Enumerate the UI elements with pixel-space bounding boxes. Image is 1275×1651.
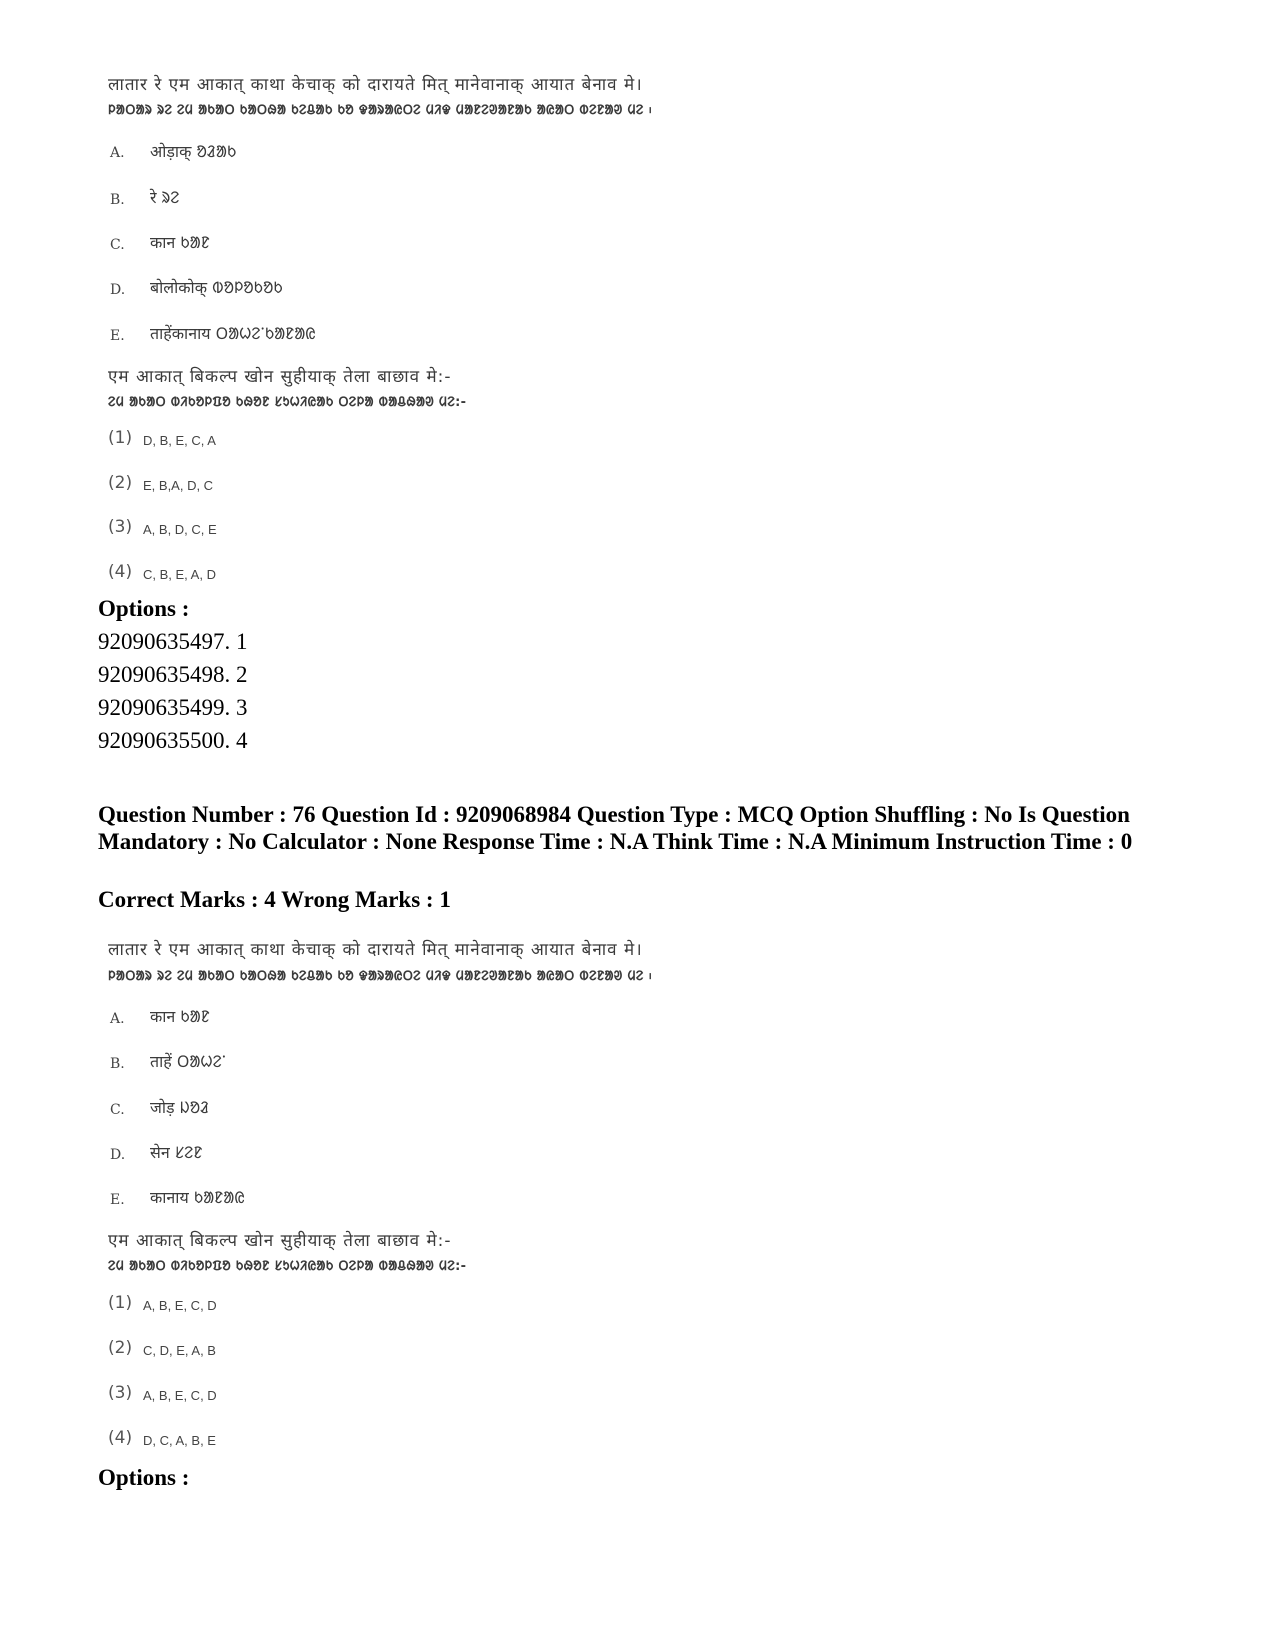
choice-number: (1) [108,428,133,448]
choice-number: (4) [108,1428,133,1448]
choice-number: (4) [108,562,133,582]
item-letter: B. [110,1056,125,1072]
choice-text: E, B,A, D, C [143,478,214,493]
item-letter: C. [110,237,125,253]
marks-line: Correct Marks : 4 Wrong Marks : 1 [98,887,451,912]
item-letter: A. [110,1011,125,1027]
choice-number: (2) [108,1338,133,1358]
choice-text: D, B, E, C, A [143,433,216,448]
item-letter: C. [110,1102,125,1118]
item-text: सेन ᱥᱮᱱ [150,1143,203,1162]
item-letter: D. [110,1147,126,1163]
choice-number: (2) [108,473,133,493]
choice-number: (3) [108,1383,133,1403]
question-stem-hindi: लातार रे एम आकात् काथा केचाक् को दारायते मित् मानेवानाक् आयात बेनाव मे। [108,75,643,95]
choice-text: C, B, E, A, D [143,567,216,582]
item-text: ताहें ᱛᱟᱦᱮᱸ [150,1052,227,1071]
item-text: कानाय ᱠᱟᱱᱟᱭ [150,1188,245,1207]
question-meta: Question Number : 76 Question Id : 9209068984 Question Type : MCQ Option Shuffling : No Is Question Mandatory : No Calculator : None Response Time : N.A Think Time : N.A Minimum Instruction Time : 0 [98,802,1133,854]
instruction-hindi: एम आकात् बिकल्प खोन सुहीयाक् तेला बाछाव मे:- [108,1231,452,1251]
choice-text: C, D, E, A, B [143,1343,216,1358]
choice-text: A, B, E, C, D [143,1298,217,1313]
item-text: बोलोकोक् ᱵᱚᱞᱚᱠᱚᱠ [150,278,283,297]
item-letter: E. [110,328,125,344]
instruction-hindi: एम आकात् बिकल्प खोन सुहीयाक् तेला बाछाव मे:- [108,367,452,387]
item-text: कान ᱠᱟᱱ [150,1007,210,1026]
instruction-olchiki: ᱮᱢ ᱟᱠᱟᱛ ᱵᱤᱠᱚᱞᱯᱚ ᱠᱷᱚᱱ ᱥᱩᱦᱤᱭᱟᱠ ᱛᱮᱞᱟ ᱵᱟᱪᱷᱟᱣ ᱢᱮ:- [108,1259,467,1274]
item-letter: B. [110,192,125,208]
question-stem-olchiki: ᱞᱟᱛᱟᱨ ᱨᱮ ᱮᱢ ᱟᱠᱟᱛ ᱠᱟᱛᱷᱟ ᱠᱮᱪᱟᱠ ᱠᱚ ᱫᱟᱨᱟᱭᱛᱮ ᱢᱤᱫ ᱢᱟᱱᱮᱣᱟᱱᱟᱠ ᱟᱭᱟᱛ ᱵᱮᱱᱟᱣ ᱢᱮ ᱾ [108,969,653,984]
choice-text: A, B, E, C, D [143,1388,217,1403]
option-id: 92090635499. 3 [98,695,248,720]
option-id: 92090635497. 1 [98,629,248,654]
question-stem-hindi: लातार रे एम आकात् काथा केचाक् को दारायते मित् मानेवानाक् आयात बेनाव मे। [108,940,643,960]
item-text: ओड़ाक् ᱚᱲᱟᱠ [150,142,237,161]
choice-text: A, B, D, C, E [143,522,217,537]
item-text: ताहेंकानाय ᱛᱟᱦᱮᱸᱠᱟᱱᱟᱭ [150,324,316,343]
options-heading: Options : [98,1465,190,1490]
option-id: 92090635500. 4 [98,728,248,753]
choice-number: (3) [108,517,133,537]
item-text: रे ᱨᱮ [150,188,180,207]
option-id: 92090635498. 2 [98,662,248,687]
instruction-olchiki: ᱮᱢ ᱟᱠᱟᱛ ᱵᱤᱠᱚᱞᱯᱚ ᱠᱷᱚᱱ ᱥᱩᱦᱤᱭᱟᱠ ᱛᱮᱞᱟ ᱵᱟᱪᱷᱟᱣ ᱢᱮ:- [108,395,467,410]
options-heading: Options : [98,596,190,621]
item-text: कान ᱠᱟᱱ [150,233,210,252]
item-text: जोड़ ᱡᱚᱲ [150,1098,210,1117]
item-letter: E. [110,1192,125,1208]
item-letter: A. [110,145,125,161]
choice-text: D, C, A, B, E [143,1433,216,1448]
question-stem-olchiki: ᱞᱟᱛᱟᱨ ᱨᱮ ᱮᱢ ᱟᱠᱟᱛ ᱠᱟᱛᱷᱟ ᱠᱮᱪᱟᱠ ᱠᱚ ᱫᱟᱨᱟᱭᱛᱮ ᱢᱤᱫ ᱢᱟᱱᱮᱣᱟᱱᱟᱠ ᱟᱭᱟᱛ ᱵᱮᱱᱟᱣ ᱢᱮ ᱾ [108,103,653,118]
item-letter: D. [110,282,126,298]
choice-number: (1) [108,1293,133,1313]
